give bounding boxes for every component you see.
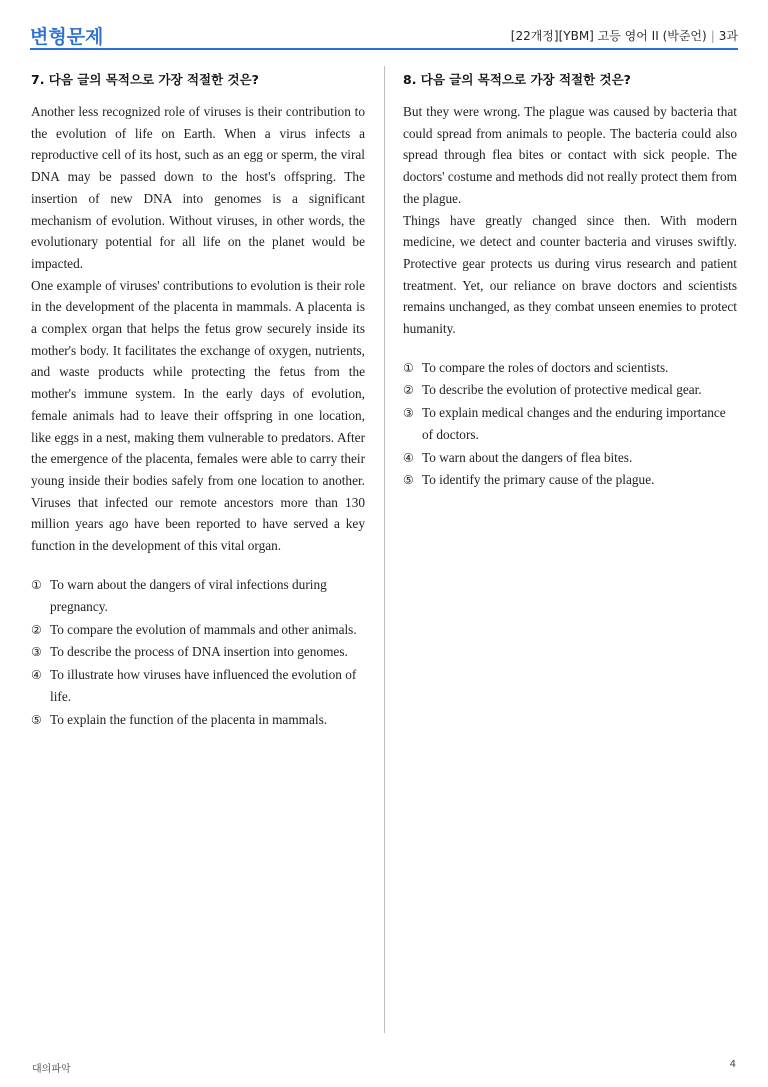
option-number: ②	[403, 383, 414, 398]
question-title: 8. 다음 글의 목적으로 가장 적절한 것은?	[403, 72, 631, 87]
header-rule	[30, 48, 738, 50]
passage-paragraph: But they were wrong. The plague was caused by bacteria that could spread from animals to people. The bacteria could also spread through flea bites or contact with sick people. The doctors' costume and methods did not really protect them from the plague.	[403, 104, 737, 206]
header-separator: |	[710, 29, 715, 43]
answer-option-3[interactable]	[31, 641, 365, 664]
option-number: ①	[31, 577, 42, 592]
question-7	[31, 70, 365, 731]
option-text: To explain the function of the placenta in mammals.	[50, 711, 328, 727]
answer-option-3[interactable]	[403, 402, 737, 447]
option-number: ⑤	[403, 473, 414, 488]
question-8	[403, 70, 737, 492]
option-number: ②	[31, 622, 42, 637]
answer-option-5[interactable]	[403, 469, 737, 492]
option-text: To warn about the dangers of viral infections during pregnancy.	[50, 576, 327, 615]
option-number: ⑤	[31, 712, 42, 727]
passage-paragraph: One example of viruses' contributions to evolution is their role in the development of the placenta in mammals. A placenta is a complex organ that helps the fetus grow securely inside its mother's body. It facilitates the exchange of oxygen, nutrients, and waste products while protecting the fetus from the mother's immune system. In the early days of evolution, female animals had to leave their offspring in one location, like eggs in a nest, making them vulnerable to predators. After the emergence of the placenta, females were able to carry their young inside their bodies safely from one location to another. Viruses that infected our remote ancestors more than 130 million years ago have been reported to have served a key function in the development of this vital organ.	[31, 277, 365, 554]
option-number: ①	[403, 360, 414, 375]
footer-brand: 대의파악	[32, 1064, 71, 1075]
lesson-label: 3과	[718, 29, 738, 43]
passage	[31, 101, 365, 557]
option-text: To compare the evolution of mammals and other animals.	[50, 621, 357, 637]
answer-option-4[interactable]	[31, 664, 365, 709]
option-text: To describe the process of DNA insertion into genomes.	[50, 644, 348, 660]
page-number: 4	[729, 1059, 736, 1070]
passage-paragraph: Things have greatly changed since then. With modern medicine, we detect and counter bacteria and viruses swiftly. Protective gear protects us during virus research and patient treatment. Yet, our reliance on brave doctors and scientists remains unchanged, as they combat unseen enemies to protect humanity.	[403, 212, 737, 337]
option-text: To compare the roles of doctors and scientists.	[422, 359, 669, 375]
answer-option-1[interactable]	[403, 357, 737, 380]
option-text: To illustrate how viruses have influenced the evolution of life.	[50, 666, 357, 705]
answer-option-2[interactable]	[31, 619, 365, 642]
course-name: [22개정][YBM] 고등 영어 II (박준언)	[510, 29, 707, 43]
passage	[403, 101, 737, 340]
answer-options	[403, 357, 737, 492]
option-number: ④	[403, 450, 414, 465]
passage-paragraph: Another less recognized role of viruses is their contribution to the evolution of life on Earth. When a virus infects a reproductive cell of its host, such as an egg or sperm, the viral DNA may be passed down to the host's offspring. The insertion of new DNA into genomes is a significant mechanism of evolution. Without viruses, in other words, the evolutionary potential for all life on the planet would be impacted.	[31, 104, 365, 271]
header-course-info	[511, 27, 738, 44]
option-text: To warn about the dangers of flea bites.	[422, 449, 633, 465]
option-number: ③	[403, 405, 414, 420]
answer-option-2[interactable]	[403, 379, 737, 402]
option-number: ④	[31, 667, 42, 682]
answer-option-1[interactable]	[31, 574, 365, 619]
column-divider	[384, 66, 385, 1033]
option-text: To explain medical changes and the enduring importance of doctors.	[422, 404, 726, 443]
option-text: To identify the primary cause of the plague.	[422, 472, 655, 488]
answer-option-5[interactable]	[31, 709, 365, 732]
option-number: ③	[31, 645, 42, 660]
option-text: To describe the evolution of protective medical gear.	[422, 382, 702, 398]
question-title: 7. 다음 글의 목적으로 가장 적절한 것은?	[31, 72, 259, 87]
answer-option-4[interactable]	[403, 447, 737, 470]
answer-options	[31, 574, 365, 732]
page-title: 변형문제	[30, 26, 104, 48]
